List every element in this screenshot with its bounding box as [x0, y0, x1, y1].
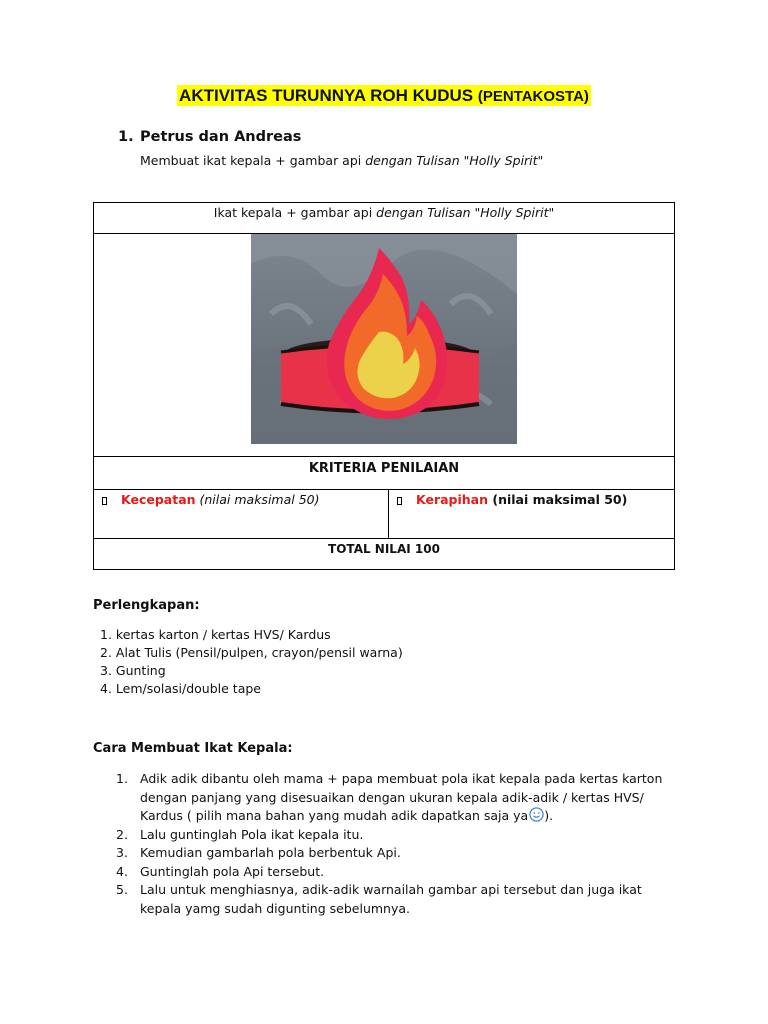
list-item: [116, 881, 676, 918]
checkbox-icon: [397, 497, 402, 505]
step-number: 4.: [116, 863, 128, 879]
perlengkapan-heading: Perlengkapan:: [93, 598, 200, 613]
title-paren: (PENTAKOSTA): [477, 88, 589, 105]
photo-cell: [94, 234, 675, 457]
list-item: [116, 863, 676, 882]
section1-heading: Petrus dan Andreas: [140, 129, 302, 145]
crit-left-note: (nilai maksimal 50): [195, 492, 320, 507]
activity-table: [93, 202, 675, 570]
step-text-end: ).: [544, 808, 554, 823]
title-text: AKTIVITAS TURUNNYA ROH KUDUS: [179, 86, 474, 105]
document-title: [0, 86, 768, 106]
title-highlight: [177, 85, 591, 106]
list-item: [116, 844, 676, 863]
step-text: Lalu guntinglah Pola ikat kepala itu.: [140, 826, 364, 842]
crit-right-cell: [389, 490, 675, 539]
list-item: 3. Gunting: [100, 663, 166, 678]
total-cell: TOTAL NILAI 100: [94, 539, 675, 570]
step-text: Kemudian gambarlah pola berbentuk Api.: [140, 845, 401, 860]
step-number: 1.: [116, 771, 128, 786]
section1-subtitle-plain: Membuat ikat kepala + gambar api: [140, 153, 366, 168]
crit-left-label: Kecepatan: [121, 492, 196, 507]
table-header-italic: dengan Tulisan "Holly Spirit": [376, 205, 555, 220]
step-text: Guntinglah pola Api tersebut.: [140, 863, 325, 879]
list-item: 4. Lem/solasi/double tape: [100, 681, 261, 696]
step-text: Lalu untuk menghiasnya, adik-adik warnailah gambar api tersebut dan juga ikat kepala yamg sudah digunting sebelumnya.: [140, 882, 642, 916]
crit-left-cell: [94, 490, 389, 539]
cara-heading: Cara Membuat Ikat Kepala:: [93, 741, 293, 756]
section1-subtitle: [140, 153, 543, 168]
step-number: 3.: [116, 845, 128, 860]
step-number: 2.: [116, 826, 128, 842]
list-item: [116, 770, 676, 826]
table-header-plain: Ikat kepala + gambar api: [213, 205, 377, 220]
crit-right-label: Kerapihan: [416, 492, 489, 507]
list-item: [116, 826, 676, 845]
crit-right-note: (nilai maksimal 50): [488, 492, 628, 507]
section1-subtitle-italic: dengan Tulisan "Holly Spirit": [365, 153, 544, 168]
step-text: Adik adik dibantu oleh mama + papa membuat pola ikat kepala pada kertas karton dengan panjang yang disesuaikan dengan ukuran kepala adik-adik / kertas HVS/ Kardus ( pilih mana bahan yang mudah adik dapatkan saja ya: [140, 771, 663, 823]
section1-number: 1.: [118, 129, 134, 145]
list-item: 1. kertas karton / kertas HVS/ Kardus: [100, 627, 331, 642]
checkbox-icon: [102, 497, 107, 505]
smiley-icon: [529, 807, 544, 822]
cara-steps-list: [116, 770, 676, 918]
step-number: 5.: [116, 882, 128, 897]
table-header-cell: [94, 203, 675, 234]
kriteria-heading: KRITERIA PENILAIAN: [94, 457, 675, 490]
fire-headband-illustration: [251, 234, 517, 444]
list-item: 2. Alat Tulis (Pensil/pulpen, crayon/pensil warna): [100, 645, 403, 660]
headband-photo: [251, 234, 517, 444]
perlengkapan-list: [100, 626, 403, 698]
